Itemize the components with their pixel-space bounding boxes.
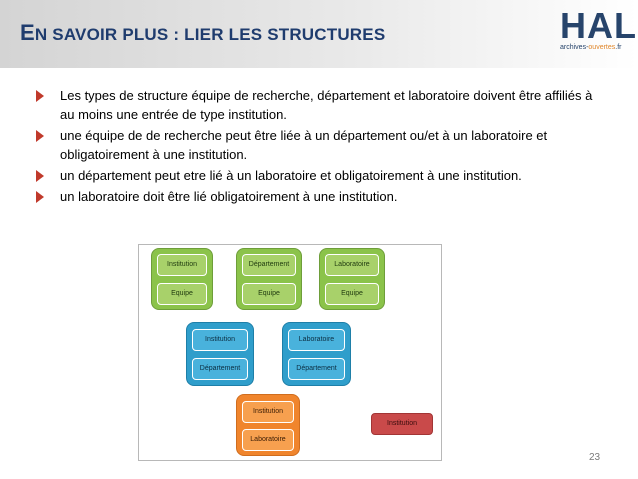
group-institution-departement [186,322,254,386]
hal-logo-subtitle [560,44,632,51]
bullet-text: un département peut etre lié à un laboratoire et obligatoirement à une institution. [60,168,522,183]
diagram-box-institution: Institution [157,254,207,276]
diagram-box-institution-alone: Institution [371,413,433,435]
diagram-box-institution: Institution [242,401,294,423]
bullet-item [36,187,596,206]
diagram-box-departement: Département [288,358,345,380]
slide-title-initial: E [20,20,35,45]
diagram-box-equipe: Equipe [157,283,207,305]
bullet-item [36,86,596,124]
diagram-box-laboratoire: Laboratoire [288,329,345,351]
diagram-box-departement: Département [192,358,248,380]
hal-logo-sub-1: archives- [560,44,589,51]
header-band [0,0,638,68]
bullet-arrow-icon [36,191,44,203]
hal-logo-text: HAL [560,5,637,46]
diagram-box-laboratoire: Laboratoire [325,254,379,276]
group-laboratoire-equipe [319,248,385,310]
diagram-box-equipe: Equipe [325,283,379,305]
diagram-box-equipe: Equipe [242,283,296,305]
structure-diagram [138,244,442,461]
slide-title-rest: N SAVOIR PLUS : LIER LES STRUCTURES [34,25,386,44]
bullet-text: un laboratoire doit être lié obligatoirement à une institution. [60,189,398,204]
slide-title [20,20,385,46]
bullet-arrow-icon [36,170,44,182]
diagram-box-institution: Institution [192,329,248,351]
bullet-item [36,166,596,185]
bullet-item [36,126,596,164]
group-institution-laboratoire [236,394,300,456]
diagram-box-laboratoire: Laboratoire [242,429,294,451]
diagram-box-departement: Département [242,254,296,276]
bullet-text: une équipe de de recherche peut être liée à un département ou/et à un laboratoire et obligatoirement à une institution. [60,128,548,162]
group-departement-equipe [236,248,302,310]
bullet-list [36,86,596,208]
bullet-arrow-icon [36,90,44,102]
hal-logo-sub-2: ouvertes [588,44,616,51]
bullet-text: Les types de structure équipe de recherche, département et laboratoire doivent être affiliés à au moins une entrée de type institution. [60,88,593,122]
group-laboratoire-departement [282,322,351,386]
bullet-arrow-icon [36,130,44,142]
group-institution-equipe [151,248,213,310]
hal-logo [560,5,637,56]
page-number: 23 [589,452,601,463]
hal-logo-sub-3: .fr [615,44,622,51]
